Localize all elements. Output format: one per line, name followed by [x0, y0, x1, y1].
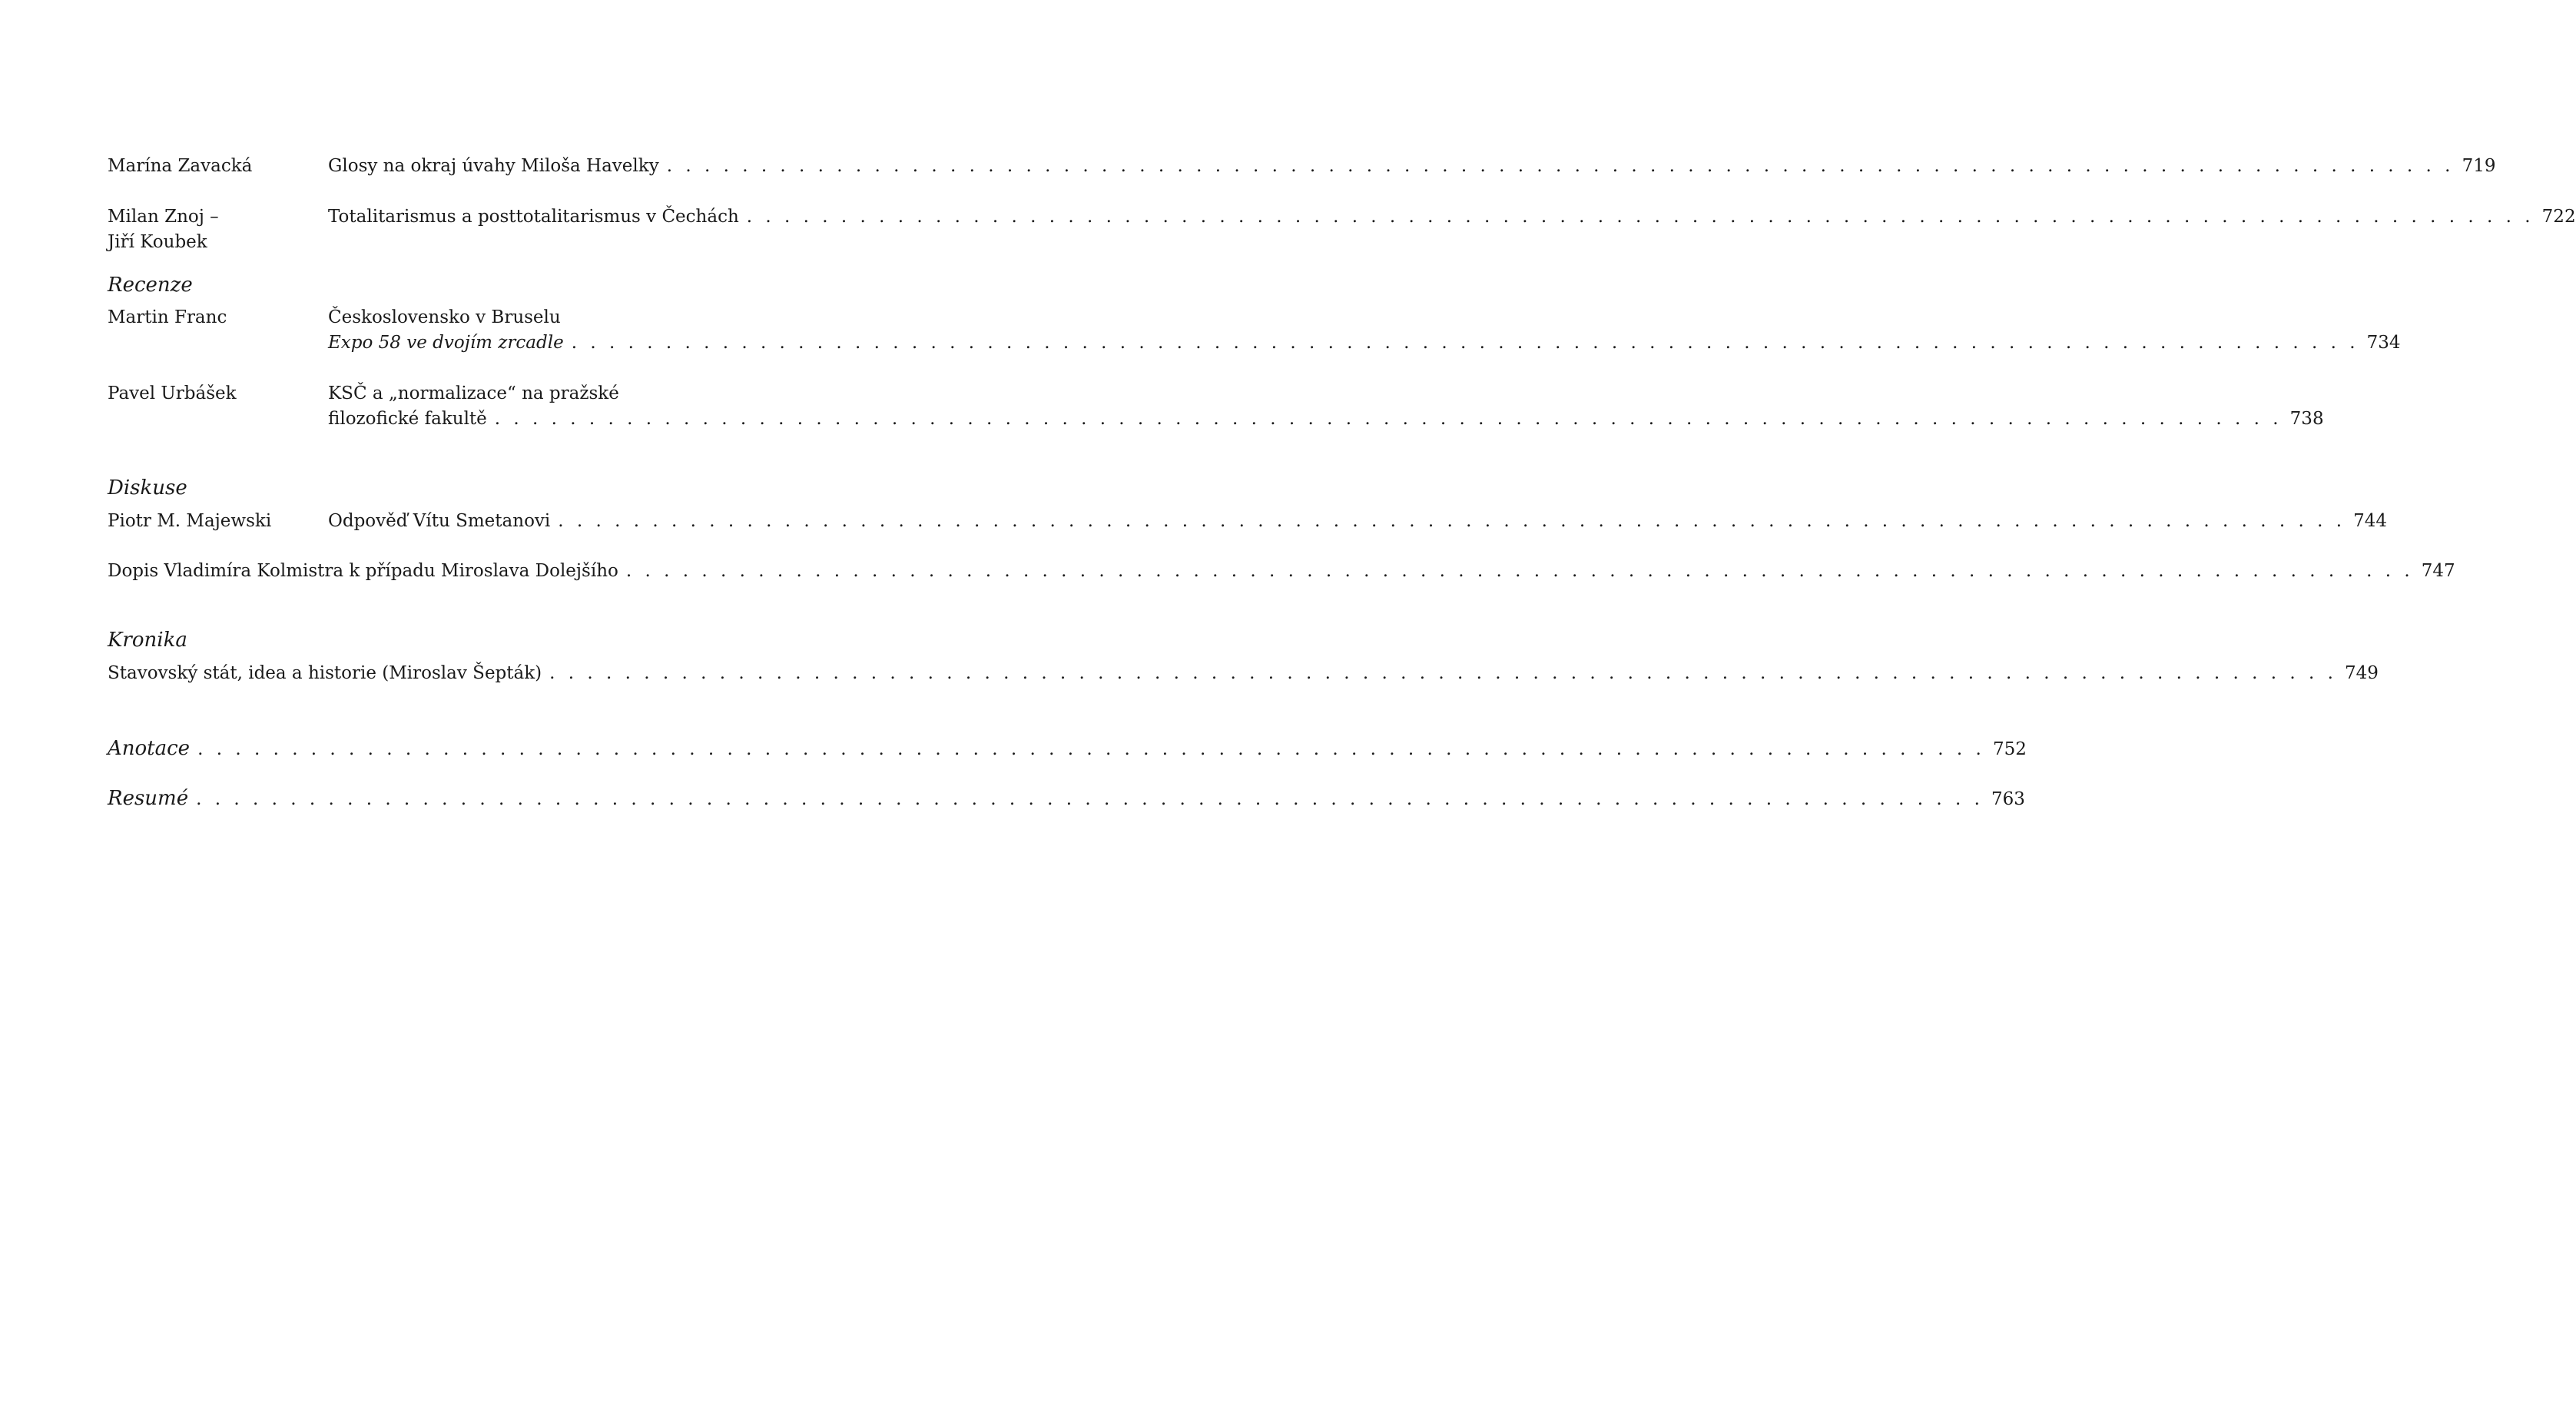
toc-title: Stavovský stát, idea a historie (Miroslav Šepták)	[108, 663, 542, 683]
toc-page-number: 722	[2541, 207, 2576, 227]
toc-author: Milan Znoj –	[108, 207, 219, 227]
toc-page-number: 749	[2345, 663, 2379, 683]
toc-author: Jiří Koubek	[108, 232, 207, 252]
toc-page-number: 734	[2366, 333, 2401, 353]
leader-dots: . . . . . . . . . . . . . . . . . . . . . . . . . . . . . . . . . . . . . . . . . . . . . . . . . . . . . . . . . . . . . . . . . . . . . . . . . . . . . . . . . . . . . . . . . . . . . . .	[571, 333, 2359, 353]
toc-author: Marína Zavacká	[108, 156, 253, 176]
section-heading-diskuse: Diskuse	[108, 476, 187, 500]
toc-entry-line[interactable]	[328, 154, 2496, 179]
leader-dots: . . . . . . . . . . . . . . . . . . . . . . . . . . . . . . . . . . . . . . . . . . . . . . . . . . . . . . . . . . . . . . . . . . . . . . . . . . . . . . . . . . . . . . . . . . . . . . .	[196, 789, 1984, 809]
toc-title-continued: filozofické fakultě	[328, 409, 487, 429]
toc-title: Československo v Bruselu	[328, 307, 561, 327]
toc-author: Pavel Urbášek	[108, 383, 237, 403]
leader-dots: . . . . . . . . . . . . . . . . . . . . . . . . . . . . . . . . . . . . . . . . . . . . . . . . . . . . . . . . . . . . . . . . . . . . . . . . . . . . . . . . . . . . . . . . . . . . . . .	[558, 511, 2346, 531]
toc-entry-line[interactable]	[108, 661, 2379, 686]
toc-title: Odpověď Vítu Smetanovi	[328, 511, 551, 531]
toc-title: Totalitarismus a posttotalitarismus v Čechách	[328, 207, 739, 227]
section-heading-recenze: Recenze	[108, 274, 193, 297]
leader-dots: . . . . . . . . . . . . . . . . . . . . . . . . . . . . . . . . . . . . . . . . . . . . . . . . . . . . . . . . . . . . . . . . . . . . . . . . . . . . . . . . . . . . . . . . . . . . . . .	[625, 561, 2414, 581]
leader-dots: . . . . . . . . . . . . . . . . . . . . . . . . . . . . . . . . . . . . . . . . . . . . . . . . . . . . . . . . . . . . . . . . . . . . . . . . . . . . . . . . . . . . . . . . . . . . . . .	[197, 739, 1985, 759]
toc-author: Martin Franc	[108, 307, 227, 327]
toc-title: Glosy na okraj úvahy Miloša Havelky	[328, 156, 659, 176]
toc-page-number: 752	[1992, 739, 2027, 759]
toc-entry-line[interactable]	[328, 509, 2388, 534]
toc-title: KSČ a „normalizace“ na pražské	[328, 383, 619, 403]
toc-page-number: 719	[2462, 156, 2496, 176]
leader-dots: . . . . . . . . . . . . . . . . . . . . . . . . . . . . . . . . . . . . . . . . . . . . . . . . . . . . . . . . . . . . . . . . . . . . . . . . . . . . . . . . . . . . . . . . . . . . . . .	[494, 409, 2283, 429]
leader-dots: . . . . . . . . . . . . . . . . . . . . . . . . . . . . . . . . . . . . . . . . . . . . . . . . . . . . . . . . . . . . . . . . . . . . . . . . . . . . . . . . . . . . . . . . . . . . . . .	[549, 663, 2337, 683]
leader-dots: . . . . . . . . . . . . . . . . . . . . . . . . . . . . . . . . . . . . . . . . . . . . . . . . . . . . . . . . . . . . . . . . . . . . . . . . . . . . . . . . . . . . . . . . . . . . . . .	[746, 207, 2535, 227]
toc-title: Dopis Vladimíra Kolmistra k případu Miroslava Dolejšího	[108, 561, 618, 581]
toc-section-title: Anotace	[108, 737, 191, 760]
toc-entry-line[interactable]	[108, 559, 2455, 584]
leader-dots: . . . . . . . . . . . . . . . . . . . . . . . . . . . . . . . . . . . . . . . . . . . . . . . . . . . . . . . . . . . . . . . . . . . . . . . . . . . . . . . . . . . . . . . . . . . . . . .	[666, 156, 2455, 176]
toc-subtitle: Expo 58 ve dvojím zrcadle	[328, 333, 564, 353]
toc-section-title: Resumé	[108, 787, 189, 810]
toc-page-number: 744	[2353, 511, 2388, 531]
toc-entry-line[interactable]	[328, 330, 2401, 356]
toc-author: Piotr M. Majewski	[108, 511, 272, 531]
toc-page-number: 738	[2289, 409, 2324, 429]
toc-entry-line[interactable]	[108, 736, 2027, 762]
toc-entry-line[interactable]	[328, 204, 2576, 230]
toc-page-number: 763	[1991, 789, 2025, 809]
toc-entry-line[interactable]	[108, 786, 2025, 812]
section-heading-kronika: Kronika	[108, 629, 187, 652]
toc-page-number: 747	[2421, 561, 2455, 581]
toc-entry-line[interactable]	[328, 407, 2324, 432]
